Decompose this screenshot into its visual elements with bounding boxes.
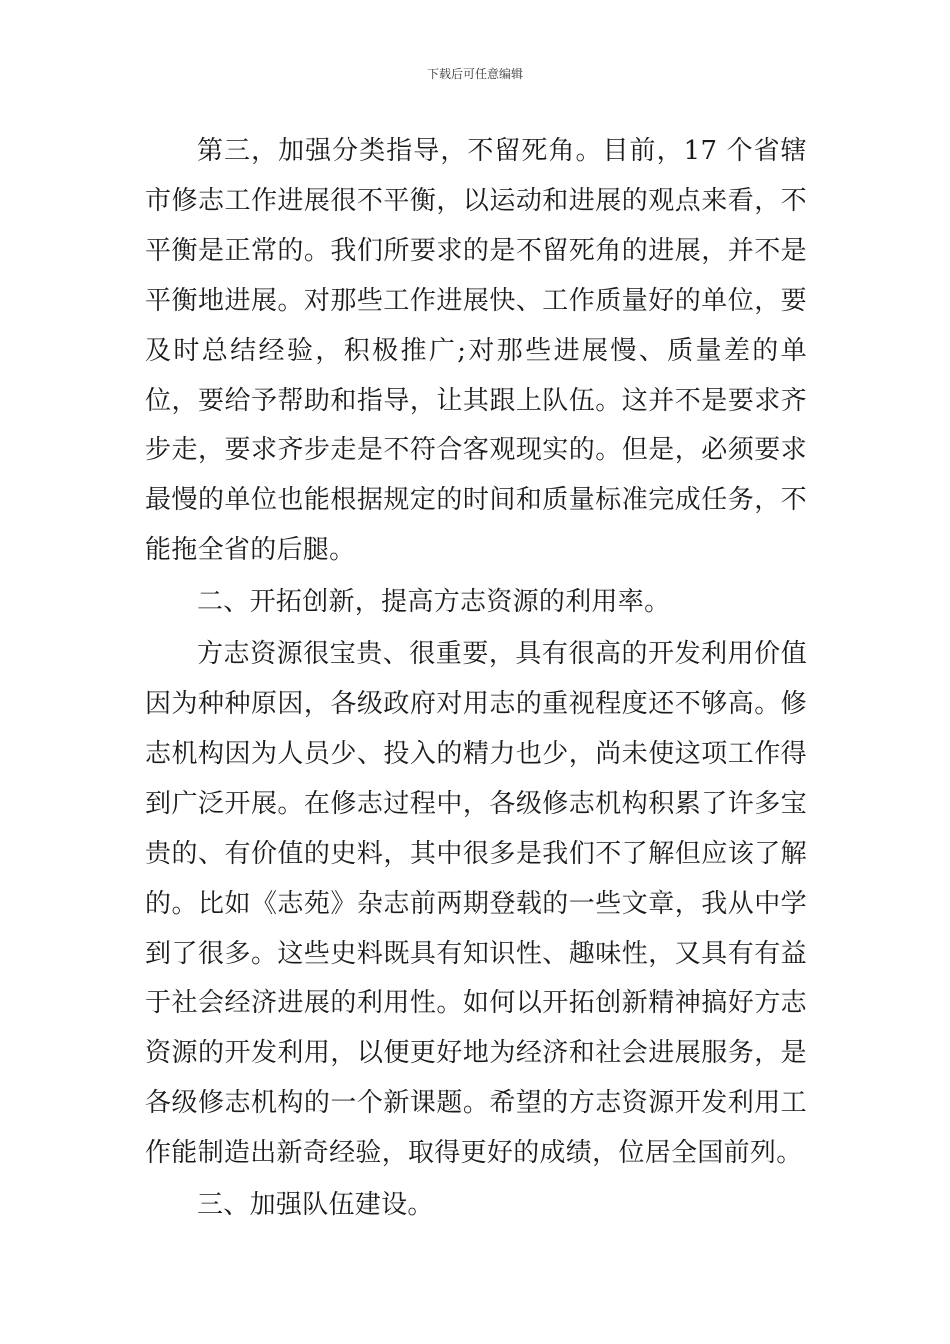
paragraph-local-records-resources: 方志资源很宝贵、很重要，具有很高的开发利用价值因为种种原因，各级政府对用志的重视程度还不够高。修志机构因为人员少、投入的精力也少，尚未使这项工作得到广泛开展。在修志过程中，各级修志机构积累了许多宝贵的、有价值的史料，其中很多是我们不了解但应该了解的。比如《志苑》杂志前两期登载的一些文章，我从中学到了很多。这些史料既具有知识性、趣味性，又具有有益于社会经济进展的利用性。如何以开拓创新精神搞好方志资源的开发利用，以便更好地为经济和社会进展服务，是各级修志机构的一个新课题。希望的方志资源开发利用工作能制造出新奇经验，取得更好的成绩，位居全国前列。	[145, 639, 807, 1169]
document-body	[145, 127, 807, 1233]
section-heading-team-building: 三、加强队伍建设。	[197, 1190, 434, 1221]
paragraph-classified-guidance: 第三，加强分类指导，不留死角。目前，17 个省辖市修志工作进展很不平衡，以运动和进展的观点来看，不平衡是正常的。我们所要求的是不留死角的进展，并不是平衡地进展。对那些工作进展快、工作质量好的单位，要及时总结经验，积极推广;对那些进展慢、质量差的单位，要给予帮助和指导，让其跟上队伍。这并不是要求齐步走，要求齐步走是不符合客观现实的。但是，必须要求最慢的单位也能根据规定的时间和质量标准完成任务，不能拖全省的后腿。	[145, 136, 807, 566]
section-heading-innovation: 二、开拓创新，提高方志资源的利用率。	[197, 587, 671, 618]
page-header: 下载后可任意编辑	[426, 67, 523, 81]
